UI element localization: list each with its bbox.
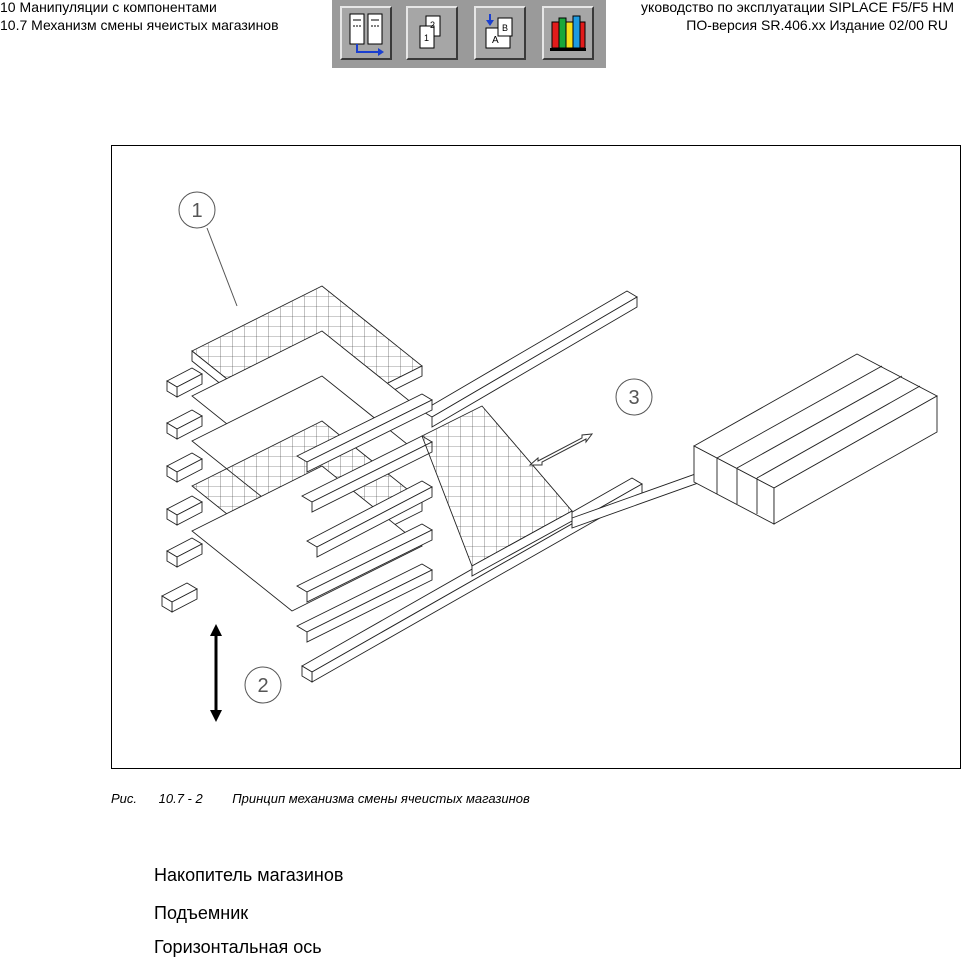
caption-prefix: Рис. [111,791,138,806]
svg-text:B: B [502,23,509,33]
index-button[interactable] [474,6,526,60]
caption-number: 10.7 - 2 [158,791,203,806]
legend-item-2: Подъемник [154,903,249,923]
version-line: ПО-версия SR.406.xx Издание 02/00 RU [686,17,948,33]
caption-text: Принцип механизма смены ячеистых магазинов [232,791,530,806]
legend-item-3: Горизонтальная ось [154,937,322,957]
table-of-contents-icon [342,8,390,58]
double-arrow-icon [530,434,592,465]
cell-magazine-mechanism-drawing [112,146,960,768]
library-button[interactable] [542,6,594,60]
svg-text:1: 1 [424,33,430,43]
callout-2: 2 [257,675,269,697]
section-title: 10.7 Механизм смены ячеистых магазинов [0,17,279,33]
legend-item-1: Накопитель магазинов [154,865,344,885]
lifter-rails [162,368,202,612]
magazine-block [694,354,937,524]
library-books-icon [544,8,592,58]
figure-caption [111,791,530,806]
callout-3: 3 [628,387,640,409]
svg-text:2: 2 [430,20,436,30]
svg-text:A: A [492,35,499,46]
navigation-toolbar [332,0,606,68]
callout-1: 1 [191,200,203,222]
figure-frame [111,145,961,769]
contents-button[interactable] [340,6,392,60]
chapter-title: 10 Манипуляции с компонентами [0,0,217,15]
index-icon [476,8,524,58]
manual-title: уководство по эксплуатации SIPLACE F5/F5 HM [641,0,954,15]
pages-button[interactable] [406,6,458,60]
pages-icon [408,8,456,58]
vertical-arrow-icon [210,624,222,722]
transfer-tray [422,406,572,576]
